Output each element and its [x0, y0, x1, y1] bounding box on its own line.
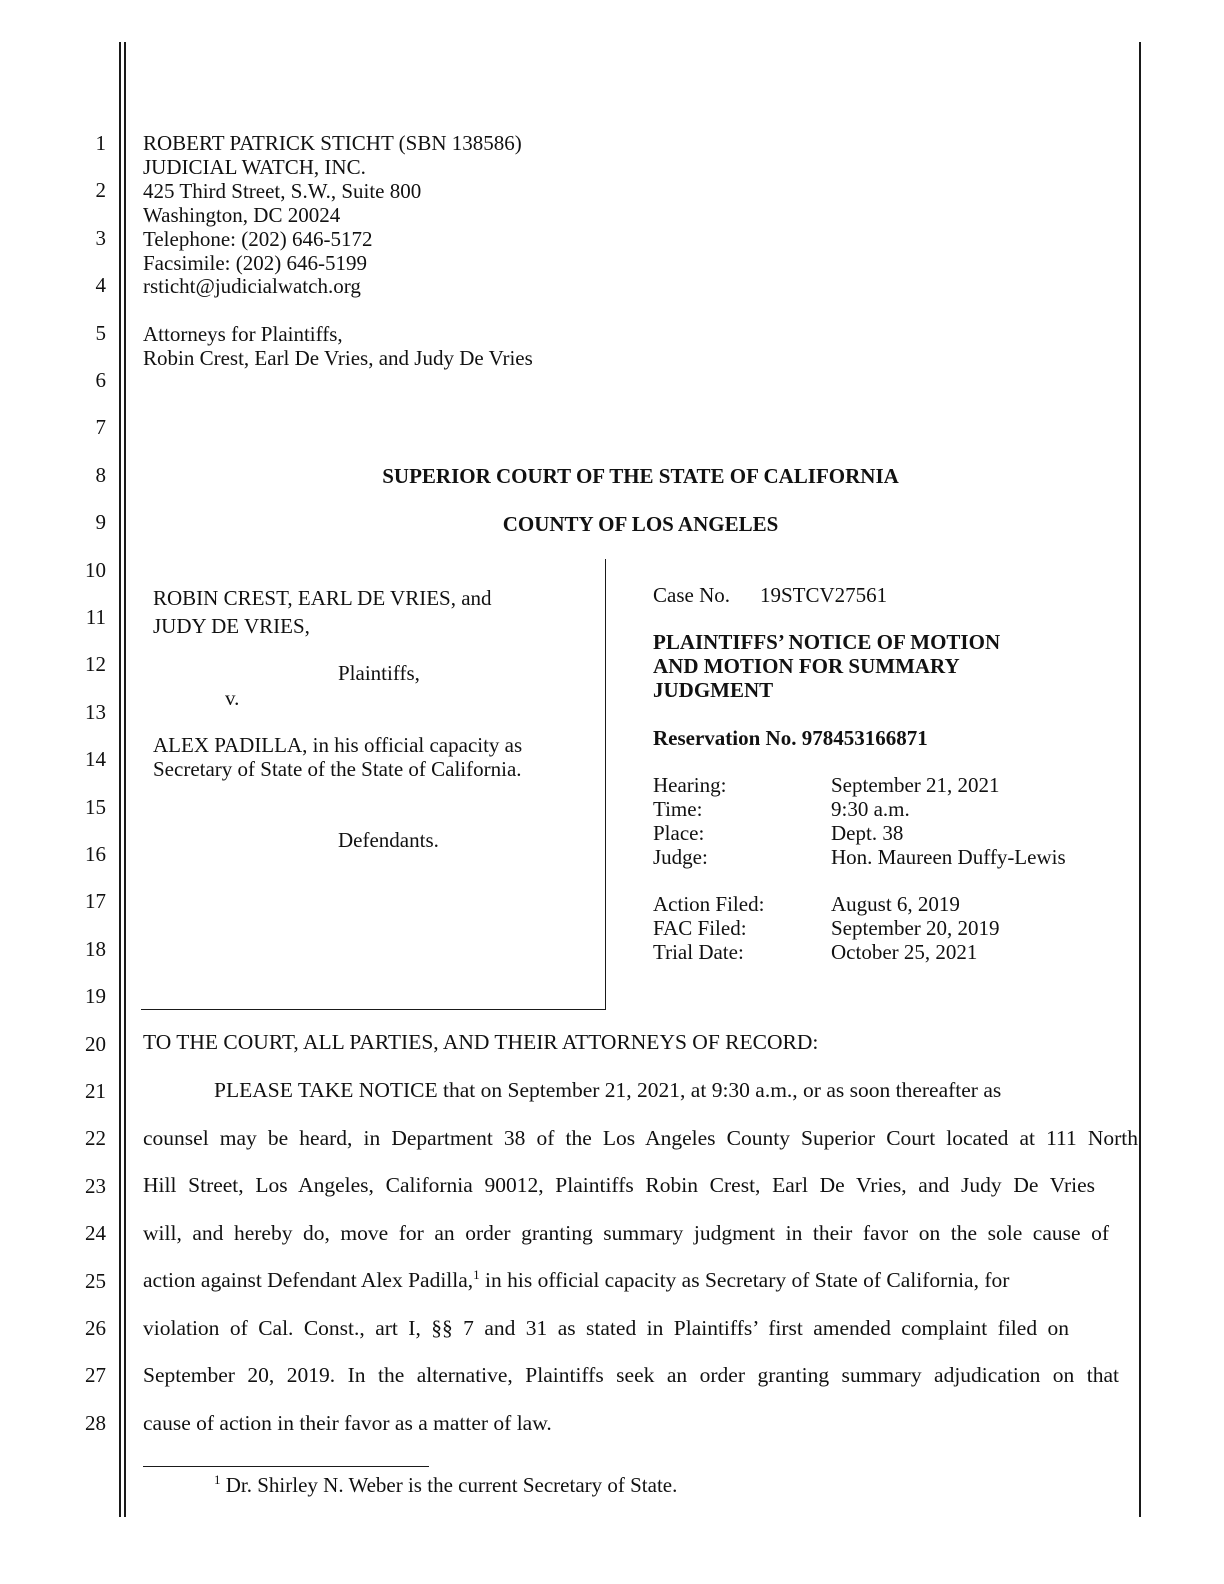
line-number: 24 — [85, 1221, 106, 1245]
line-number: 21 — [85, 1079, 106, 1103]
body-line-5-start: action against Defendant Alex Padilla, — [143, 1268, 474, 1292]
attorney-address-line2: Washington, DC 20024 — [143, 203, 341, 227]
body-line-3: Hill Street, Los Angeles, California 90012, Plaintiffs Robin Crest, Earl De Vries, and Judy De Vries — [143, 1173, 1095, 1197]
court-name: SUPERIOR COURT OF THE STATE OF CALIFORNIA — [382, 464, 899, 488]
attorneys-for-line: Attorneys for Plaintiffs, — [143, 322, 343, 346]
attorney-firm: JUDICIAL WATCH, INC. — [143, 155, 366, 179]
body-line-8: cause of action in their favor as a matter of law. — [143, 1411, 552, 1435]
reservation-number: Reservation No. 978453166871 — [653, 726, 928, 750]
body-line-6: violation of Cal. Const., art I, §§ 7 and 31 as stated in Plaintiffs’ first amended complaint filed on — [143, 1316, 1069, 1340]
document-title-line3: JUDGMENT — [653, 678, 774, 702]
judge-label: Judge: — [653, 845, 708, 869]
caption-plaintiffs-label: Plaintiffs, — [338, 661, 420, 685]
line-number: 25 — [85, 1269, 106, 1293]
line-number: 23 — [85, 1174, 106, 1198]
left-margin-rule-outer — [119, 42, 121, 1517]
line-number: 26 — [85, 1316, 106, 1340]
line-number: 22 — [85, 1126, 106, 1150]
place-label: Place: — [653, 821, 705, 845]
action-filed-value: August 6, 2019 — [831, 892, 960, 916]
right-margin-rule — [1139, 42, 1141, 1517]
body-line-7: September 20, 2019. In the alternative, Plaintiffs seek an order granting summary adjudication on that — [143, 1363, 1119, 1387]
left-margin-rule-inner — [124, 42, 126, 1517]
time-label: Time: — [653, 797, 703, 821]
caption-plaintiffs-line1: ROBIN CREST, EARL DE VRIES, and — [153, 586, 492, 610]
caption-bottom-rule — [141, 1009, 606, 1010]
footnote-reference: 1 — [473, 1266, 480, 1282]
line-number: 27 — [85, 1363, 106, 1387]
line-number: 20 — [85, 1032, 106, 1056]
trial-date-value: October 25, 2021 — [831, 940, 978, 964]
line-number: 19 — [85, 984, 106, 1008]
line-number: 6 — [95, 368, 106, 392]
body-line-1: PLEASE TAKE NOTICE that on September 21, 2021, at 9:30 a.m., or as soon thereafter as — [214, 1078, 1002, 1102]
line-number: 1 — [95, 131, 106, 155]
footnote-number: 1 — [214, 1472, 221, 1487]
hearing-value: September 21, 2021 — [831, 773, 1000, 797]
footnote-separator — [143, 1466, 429, 1467]
line-number: 8 — [95, 463, 106, 487]
footnote — [214, 1473, 677, 1497]
body-line-5 — [143, 1268, 1105, 1292]
court-county: COUNTY OF LOS ANGELES — [502, 512, 779, 536]
place-value: Dept. 38 — [831, 821, 904, 845]
line-number: 16 — [85, 842, 106, 866]
caption-versus: v. — [225, 686, 240, 710]
attorneys-clients: Robin Crest, Earl De Vries, and Judy De Vries — [143, 346, 533, 370]
attorney-facsimile: Facsimile: (202) 646-5199 — [143, 251, 367, 275]
attorney-telephone: Telephone: (202) 646-5172 — [143, 227, 373, 251]
body-line-5-end: in his official capacity as Secretary of State of California, for — [485, 1268, 1010, 1292]
action-filed-label: Action Filed: — [653, 892, 765, 916]
line-number: 28 — [85, 1411, 106, 1435]
caption-defendant-line2: Secretary of State of the State of California. — [153, 757, 522, 781]
attorney-name: ROBERT PATRICK STICHT (SBN 138586) — [143, 131, 522, 155]
line-number: 2 — [95, 178, 106, 202]
case-number: 19STCV27561 — [760, 583, 888, 607]
caption-vertical-rule — [605, 559, 606, 1010]
line-number: 11 — [85, 605, 106, 629]
hearing-label: Hearing: — [653, 773, 727, 797]
judge-value: Hon. Maureen Duffy-Lewis — [831, 845, 1066, 869]
line-number: 12 — [85, 652, 106, 676]
fac-filed-label: FAC Filed: — [653, 916, 747, 940]
body-line-4: will, and hereby do, move for an order granting summary judgment in their favor on the sole cause of — [143, 1221, 1109, 1245]
line-number: 7 — [95, 415, 106, 439]
fac-filed-value: September 20, 2019 — [831, 916, 1000, 940]
trial-date-label: Trial Date: — [653, 940, 744, 964]
line-number: 14 — [85, 747, 106, 771]
line-number: 5 — [95, 321, 106, 345]
caption-defendants-label: Defendants. — [338, 828, 439, 852]
line-number: 18 — [85, 937, 106, 961]
line-number: 17 — [85, 889, 106, 913]
caption-defendant-line1: ALEX PADILLA, in his official capacity as — [153, 733, 523, 757]
line-number: 3 — [95, 226, 106, 250]
salutation: TO THE COURT, ALL PARTIES, AND THEIR ATTORNEYS OF RECORD: — [143, 1030, 819, 1054]
attorney-address-line1: 425 Third Street, S.W., Suite 800 — [143, 179, 422, 203]
document-title-line2: AND MOTION FOR SUMMARY — [653, 654, 960, 678]
document-title-line1: PLAINTIFFS’ NOTICE OF MOTION — [653, 630, 1001, 654]
body-line-2: counsel may be heard, in Department 38 of the Los Angeles County Superior Court located at 111 North — [143, 1126, 1138, 1150]
line-number: 13 — [85, 700, 106, 724]
time-value: 9:30 a.m. — [831, 797, 910, 821]
line-number: 15 — [85, 795, 106, 819]
line-number: 9 — [95, 510, 106, 534]
caption-plaintiffs-line2: JUDY DE VRIES, — [153, 614, 310, 638]
case-number-label: Case No. — [653, 583, 730, 607]
footnote-text: Dr. Shirley N. Weber is the current Secretary of State. — [225, 1473, 678, 1497]
line-number: 4 — [95, 273, 106, 297]
line-number: 10 — [85, 558, 106, 582]
attorney-email: rsticht@judicialwatch.org — [143, 274, 361, 298]
